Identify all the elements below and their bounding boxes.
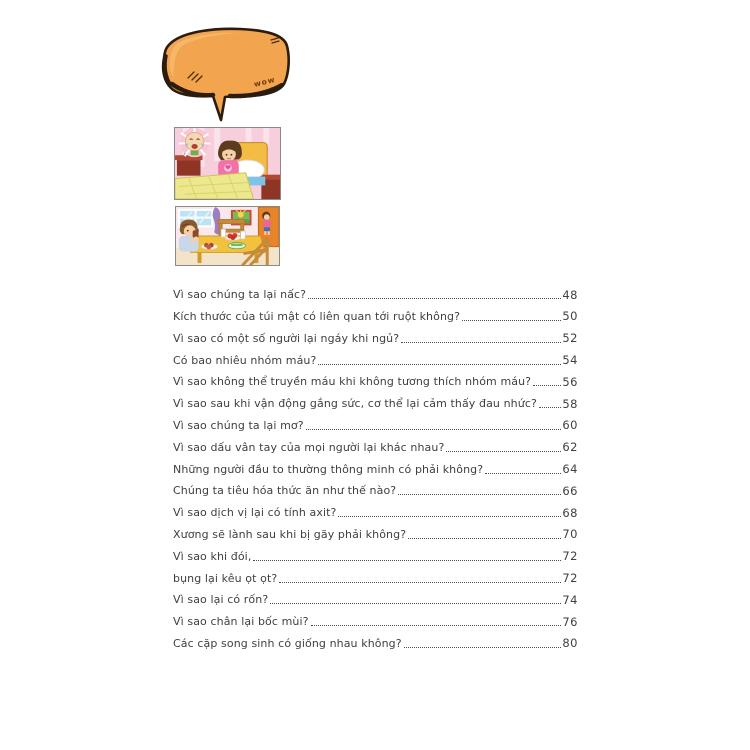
toc-entry-page: 62 [562, 440, 578, 455]
toc-dot-leader [446, 451, 561, 452]
speech-bubble-illustration [158, 26, 296, 124]
toc-entry [173, 476, 578, 498]
toc-entry-page: 68 [562, 505, 578, 520]
toc-entry-page: 48 [562, 287, 578, 302]
toc-entry-label: Vì sao lại có rốn? [173, 593, 269, 607]
toc-entry-page: 72 [562, 549, 578, 564]
toc-dot-leader [338, 516, 561, 517]
toc-dot-leader [485, 473, 561, 474]
wow-label: wow [252, 74, 277, 89]
toc-entry [173, 563, 578, 585]
toc-dot-leader [398, 494, 561, 495]
toc-dot-leader [318, 364, 561, 365]
toc-entry [173, 367, 578, 389]
toc-entry-label: Vì sao chân lại bốc mùi? [173, 615, 309, 629]
toc-entry-page: 54 [562, 352, 578, 367]
toc-entry [173, 280, 578, 302]
toc-entry-label: Có bao nhiêu nhóm máu? [173, 353, 317, 367]
toc-entry [173, 607, 578, 629]
toc-entry [173, 629, 578, 651]
toc-entry-label: Chúng ta tiêu hóa thức ăn như thế nào? [173, 484, 397, 498]
toc-entry-page: 70 [562, 527, 578, 542]
toc-entry-label: Vì sao dấu vân tay của mọi người lại khác nhau? [173, 440, 445, 454]
toc-dot-leader [253, 560, 561, 561]
toc-entry [173, 585, 578, 607]
toc-entry [173, 520, 578, 542]
toc-entry [173, 542, 578, 564]
toc-entry-page: 56 [562, 374, 578, 389]
toc-entry-page: 60 [562, 418, 578, 433]
toc-entry [173, 411, 578, 433]
toc-entry-label: Kích thước của túi mật có liên quan tới ruột không? [173, 309, 461, 323]
toc-entry-label: Vì sao chúng ta lại mơ? [173, 418, 304, 432]
toc-dot-leader [539, 407, 561, 408]
toc-dot-leader [462, 320, 561, 321]
toc-dot-leader [270, 603, 561, 604]
toc-entry [173, 433, 578, 455]
toc-dot-leader [404, 647, 562, 648]
toc-dot-leader [279, 582, 561, 583]
toc-dot-leader [311, 625, 562, 626]
toc-dot-leader [306, 429, 562, 430]
toc-entry-label: Vì sao dịch vị lại có tính axit? [173, 506, 337, 520]
toc-entry [173, 324, 578, 346]
toc-dot-leader [408, 538, 561, 539]
toc-dot-leader [401, 342, 561, 343]
toc-entry-page: 50 [562, 309, 578, 324]
toc-entry [173, 389, 578, 411]
toc-entry [173, 345, 578, 367]
toc-entry-page: 64 [562, 461, 578, 476]
toc-entry-label: Xương sẽ lành sau khi bị gãy phải không? [173, 527, 407, 541]
toc-entry-label: Những người đầu to thường thông minh có phải không? [173, 462, 484, 476]
toc-entry-label: bụng lại kêu ọt ọt? [173, 571, 278, 585]
toc-entry-label: Vì sao có một số người lại ngáy khi ngủ? [173, 331, 400, 345]
toc-entry [173, 498, 578, 520]
toc-entry-page: 66 [562, 483, 578, 498]
bedroom-illustration [174, 127, 281, 200]
toc-entry-page: 80 [562, 636, 578, 651]
toc-entry-label: Vì sao chúng ta lại nấc? [173, 288, 307, 302]
table-of-contents [173, 280, 578, 651]
toc-entry-page: 76 [562, 614, 578, 629]
toc-entry-page: 72 [562, 570, 578, 585]
toc-entry [173, 302, 578, 324]
toc-dot-leader [533, 385, 561, 386]
toc-entry-label: Vì sao không thể truyền máu khi không tương thích nhóm máu? [173, 375, 532, 389]
toc-entry-page: 74 [562, 592, 578, 607]
toc-dot-leader [308, 298, 561, 299]
toc-entry-label: Các cặp song sinh có giống nhau không? [173, 636, 402, 650]
toc-entry-label: Vì sao sau khi vận động gắng sức, cơ thể lại cảm thấy đau nhức? [173, 397, 537, 411]
dining-illustration [175, 206, 280, 266]
toc-entry-label: Vì sao khi đói, [173, 549, 252, 563]
toc-entry-page: 52 [562, 331, 578, 346]
toc-entry [173, 454, 578, 476]
toc-entry-page: 58 [562, 396, 578, 411]
